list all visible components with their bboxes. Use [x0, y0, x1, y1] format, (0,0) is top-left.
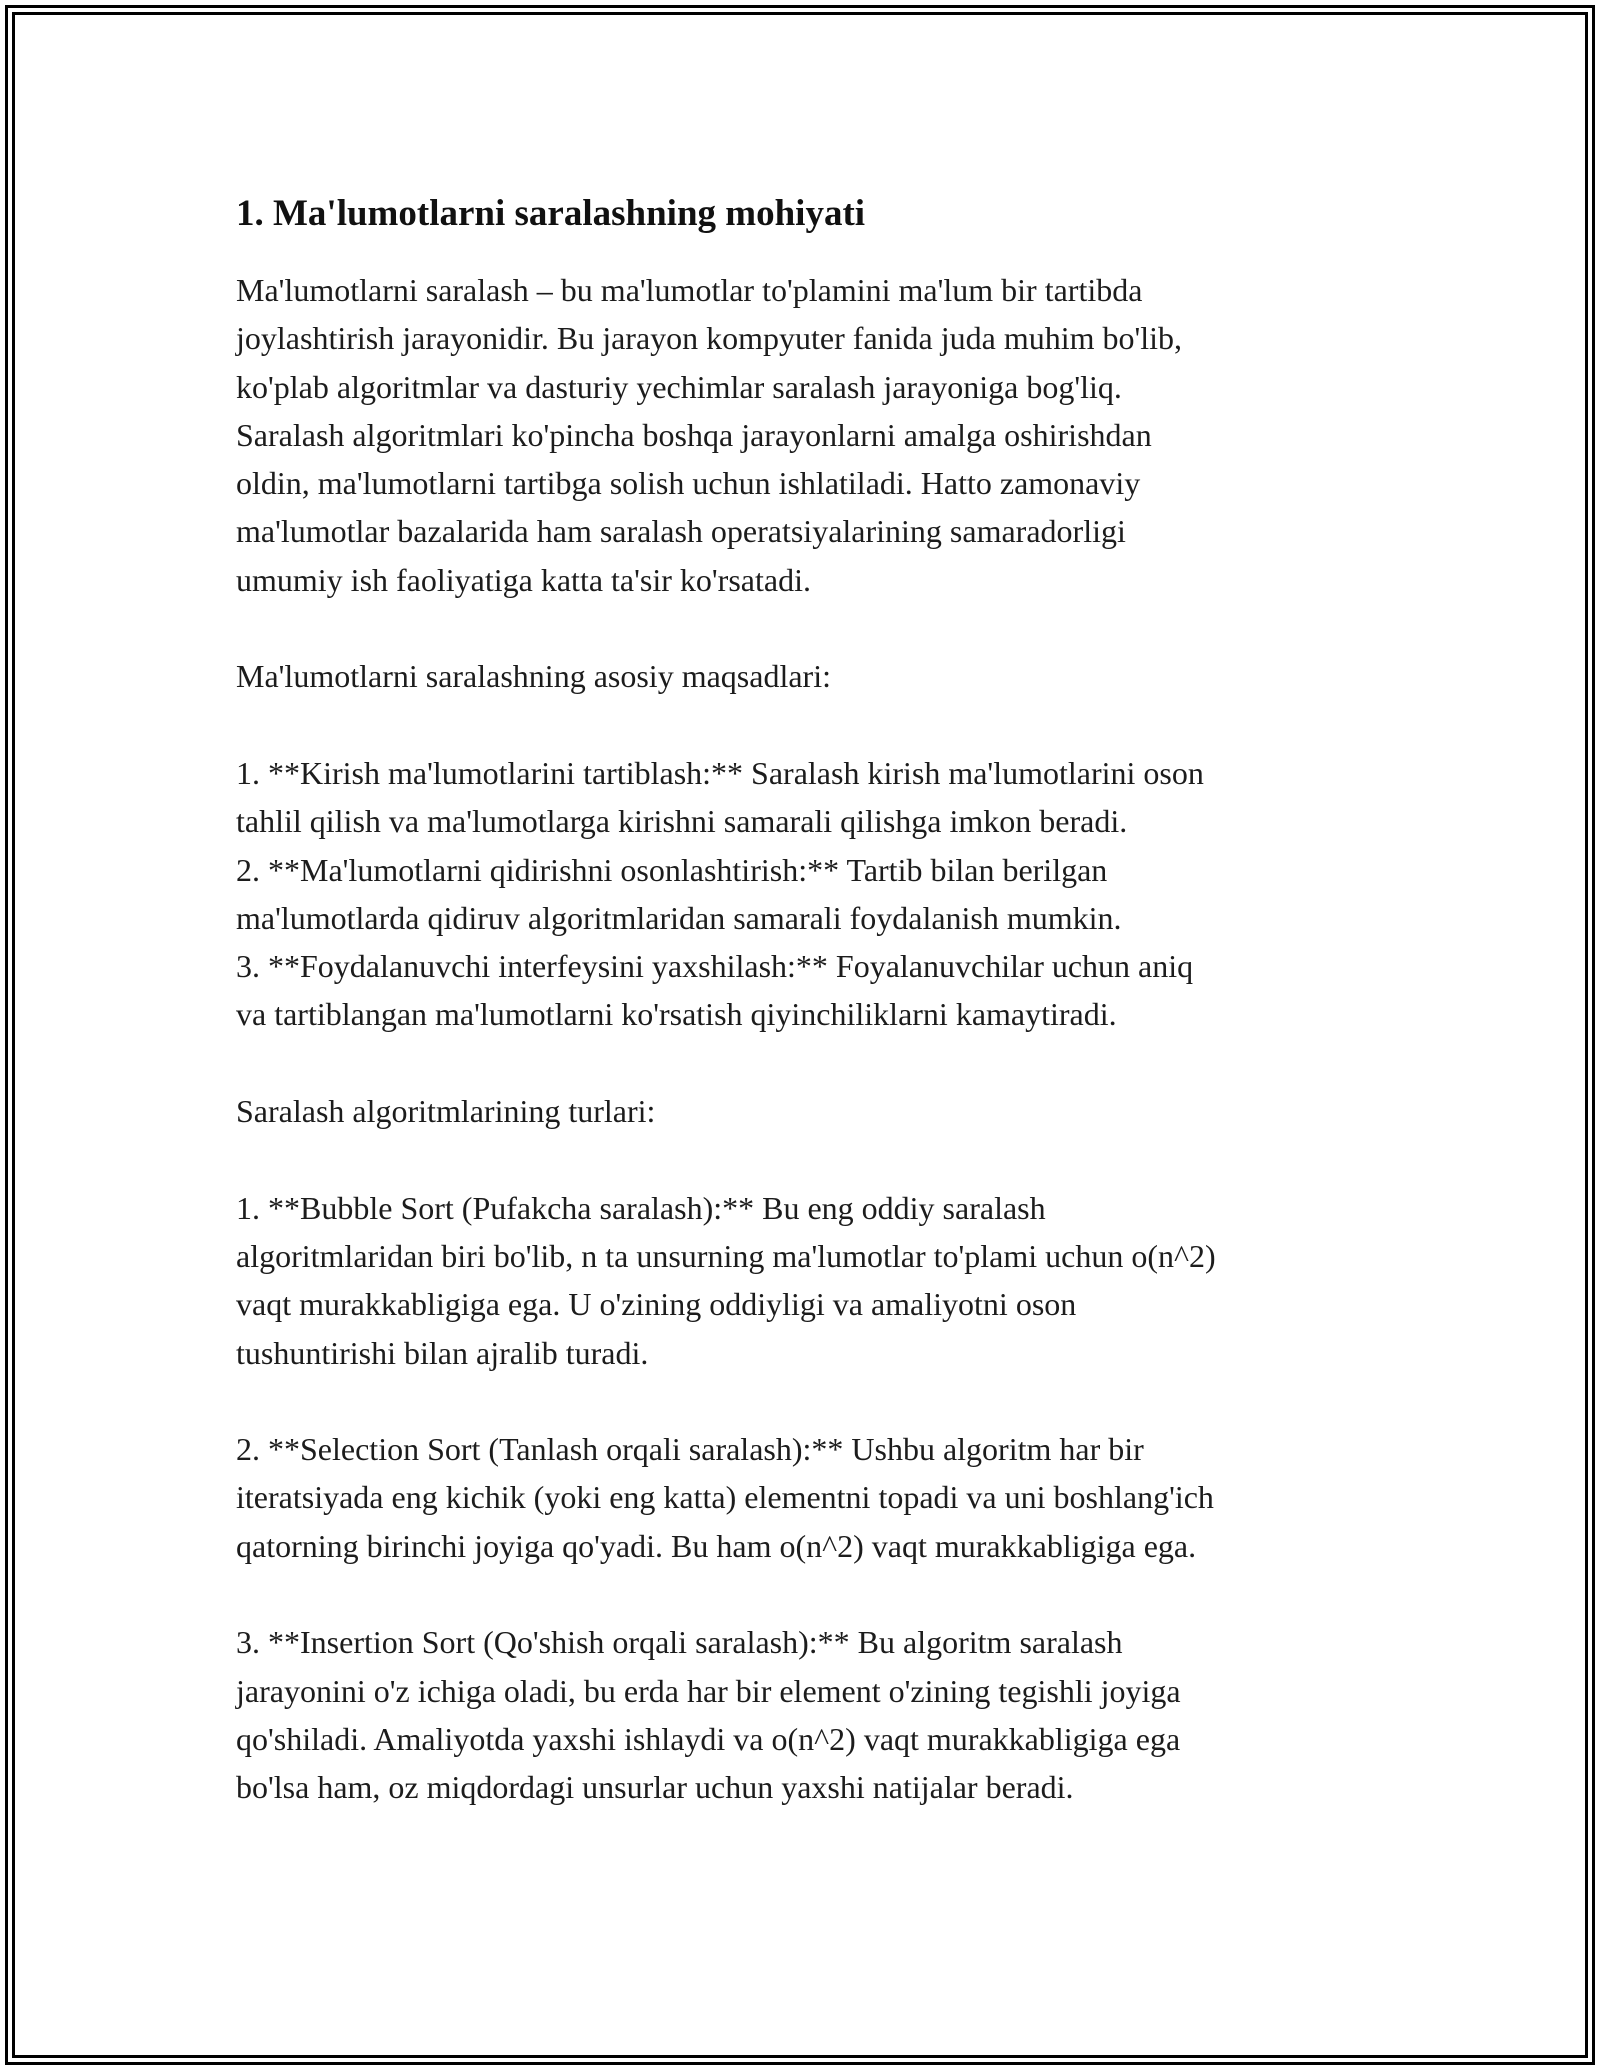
goals-line: 1. **Kirish ma'lumotlarini tartiblash:** Saralash kirish ma'lumotlarini oson: [236, 754, 1204, 791]
insertion-line: jarayonini o'z ichiga oladi, bu erda har bir element o'zining tegishli joyiga: [236, 1672, 1181, 1709]
goals-line: tahlil qilish va ma'lumotlarga kirishni samarali qilishga imkon beradi.: [236, 803, 1128, 840]
selection-line: qatorning birinchi joyiga qo'yadi. Bu ham o(n^2) vaqt murakkabligiga ega.: [236, 1527, 1197, 1564]
bubble-line: algoritmlaridan biri bo'lib, n ta unsurning ma'lumotlar to'plami uchun o(n^2): [236, 1237, 1216, 1274]
intro-line: oldin, ma'lumotlarni tartibga solish uchun ishlatiladi. Hatto zamonaviy: [236, 465, 1141, 502]
bubble-line: tushuntirishi bilan ajralib turadi.: [236, 1334, 649, 1371]
selection-sort-paragraph: [236, 1425, 1366, 1570]
paragraph-gap: [236, 1570, 1366, 1618]
selection-line: 2. **Selection Sort (Tanlash orqali saralash):** Ushbu algoritm har bir: [236, 1431, 1144, 1468]
paragraph-gap: [236, 1377, 1366, 1425]
goals-line: 2. **Ma'lumotlarni qidirishni osonlashtirish:** Tartib bilan berilgan: [236, 851, 1108, 888]
insertion-line: qo'shiladi. Amaliyotda yaxshi ishlaydi va o(n^2) vaqt murakkabligiga ega: [236, 1720, 1181, 1757]
paragraph-gap: [236, 701, 1366, 749]
document-body: [236, 186, 1366, 1812]
intro-line: umumiy ish faoliyatiga katta ta'sir ko'rsatadi.: [236, 561, 811, 598]
intro-line: Ma'lumotlarni saralash – bu ma'lumotlar to'plamini ma'lum bir tartibda: [236, 272, 1143, 308]
bubble-line: vaqt murakkabligiga ega. U o'zining oddiyligi va amaliyotni oson: [236, 1286, 1077, 1323]
intro-line: joylashtirish jarayonidir. Bu jarayon kompyuter fanida juda muhim bo'lib,: [236, 320, 1183, 357]
intro-line: ma'lumotlar bazalarida ham saralash operatsiyalarining samaradorligi: [236, 513, 1126, 550]
intro-line: Saralash algoritmlari ko'pincha boshqa jarayonlarni amalga oshirishdan: [236, 416, 1152, 453]
types-heading-text: Saralash algoritmlarining turlari:: [236, 1093, 656, 1130]
paragraph-gap: [236, 604, 1366, 652]
page-title: 1. Ma'lumotlarni saralashning mohiyati: [236, 193, 866, 234]
goals-list: [236, 749, 1366, 1039]
paragraph-gap: [236, 1135, 1366, 1183]
goals-line: va tartiblangan ma'lumotlarni ko'rsatish qiyinchiliklarni kamaytiradi.: [236, 996, 1117, 1033]
goals-line: ma'lumotlarda qidiruv algoritmlaridan samarali foydalanish mumkin.: [236, 899, 1122, 936]
intro-paragraph: [236, 266, 1366, 604]
bubble-line: 1. **Bubble Sort (Pufakcha saralash):** Bu eng oddiy saralash: [236, 1189, 1046, 1226]
goals-line: 3. **Foydalanuvchi interfeysini yaxshilash:** Foyalanuvchilar uchun aniq: [236, 948, 1194, 985]
selection-line: iteratsiyada eng kichik (yoki eng katta) elementni topadi va uni boshlang'ich: [236, 1479, 1214, 1516]
goals-heading-text: Ma'lumotlarni saralashning asosiy maqsadlari:: [236, 658, 831, 695]
types-heading: [236, 1087, 1366, 1135]
insertion-line: bo'lsa ham, oz miqdordagi unsurlar uchun yaxshi natijalar beradi.: [236, 1769, 1074, 1806]
insertion-sort-paragraph: [236, 1618, 1366, 1811]
paragraph-gap: [236, 1039, 1366, 1087]
bubble-sort-paragraph: [236, 1184, 1366, 1377]
goals-heading: [236, 652, 1366, 700]
intro-line: ko'plab algoritmlar va dasturiy yechimlar saralash jarayoniga bog'liq.: [236, 368, 1122, 405]
insertion-line: 3. **Insertion Sort (Qo'shish orqali saralash):** Bu algoritm saralash: [236, 1624, 1123, 1661]
